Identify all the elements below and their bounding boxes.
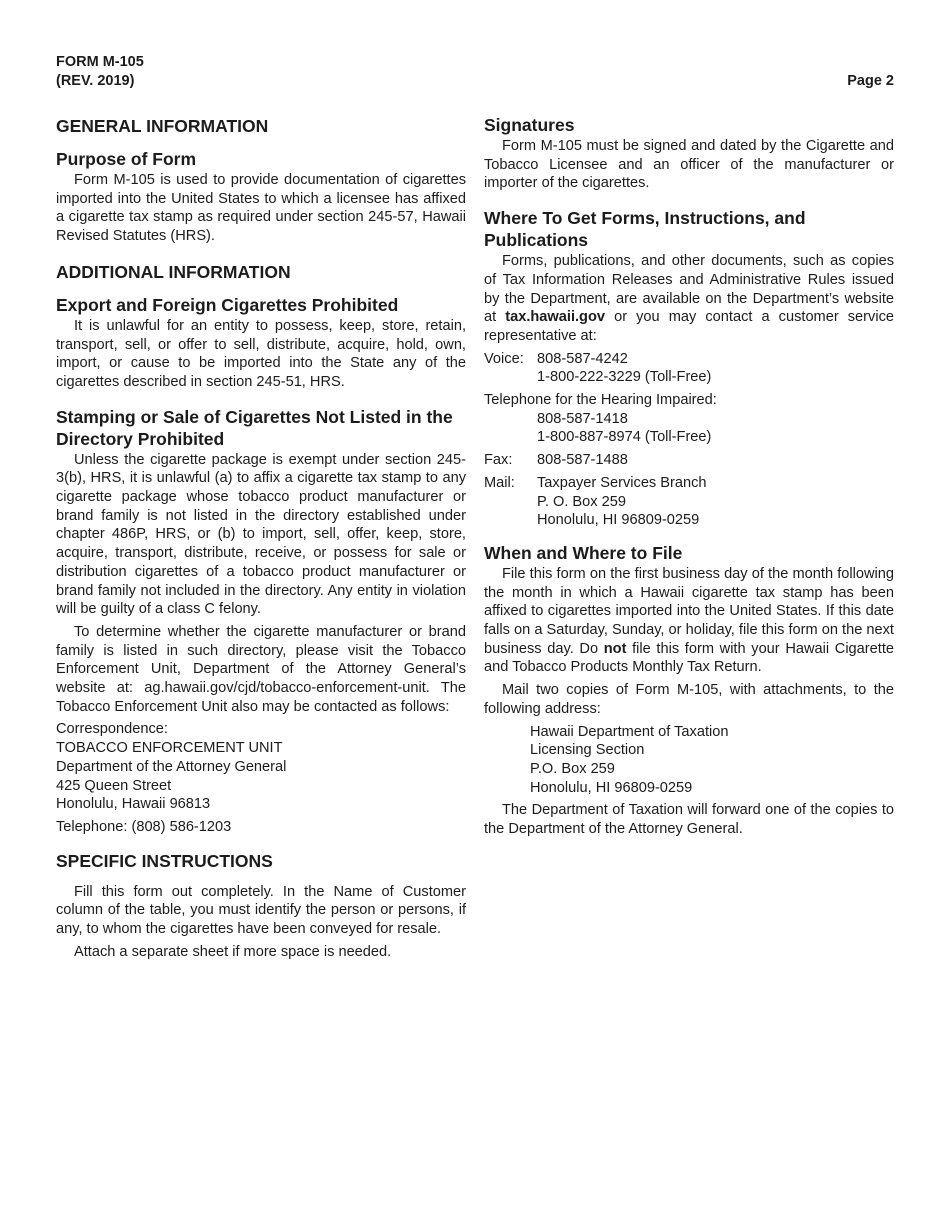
general-information-heading: GENERAL INFORMATION — [56, 116, 269, 136]
export-text: It is unlawful for an entity to possess, keep, store, retain, transport, sell, or offer to sell, distribute, acquire, hold, own, import, or cause to be imported into the State any of the cigarettes described in section 245-51, HRS. — [56, 317, 466, 390]
when-where-text: File this form on the first business day of the month following the month in which a Hawaii cigarette tax stamp has been affixed to cigarettes imported into the United States. If this date falls on a Saturday, Sunday, or holiday, file this form on the next business day. Do not file this form with your Hawaii Cigarette and Tobacco Products Monthly Tax Return. — [484, 565, 894, 676]
mail-line: P. O. Box 259 — [537, 493, 626, 510]
when-where-heading: When and Where to File — [484, 542, 683, 563]
where-forms-text: Forms, publications, and other documents, such as copies of Tax Information Releases and Administrative Rules issued by the Department, are available on the Department’s website at tax.hawaii.gov or you may contact a customer service representative at: — [484, 253, 894, 344]
mail-label: Mail: — [484, 474, 515, 491]
correspondence-line: Honolulu, Hawaii 96813 — [56, 796, 211, 813]
page-number: Page 2 — [847, 73, 894, 89]
mail-line: Honolulu, HI 96809-0259 — [537, 512, 700, 529]
hearing-number: 808-587-1418 — [537, 410, 628, 427]
mail-line: Taxpayer Services Branch — [537, 474, 707, 491]
form-header — [56, 53, 144, 91]
website-link[interactable]: tax.hawaii.gov — [505, 309, 606, 326]
fax-number: 808-587-1488 — [537, 452, 628, 469]
correspondence-label: Correspondence: — [56, 721, 168, 738]
stamping-text-1: Unless the cigarette package is exempt under section 245-3(b), HRS, it is unlawful (a) to affix a cigarette tax stamp to any cigarette package whose tobacco product manufacturer or brand family is not listed in the directory established under chapter 486P, HRS, or (b) to import, sell, offer, keep, store, acquire, transport, distribute, receive, or possess for sale or distribution cigarettes of a tobacco product manufacturer or brand family not included in the directory. Any entity in violation will be guilty of a class C felony. — [56, 451, 466, 618]
voice-contact — [484, 350, 894, 369]
specific-text-2: Attach a separate sheet if more space is needed. — [74, 943, 392, 960]
purpose-heading: Purpose of Form — [56, 149, 197, 169]
mail-copies-text: Mail two copies of Form M-105, with attachments, to the following address: — [484, 682, 894, 717]
address-line: Licensing Section — [530, 742, 645, 759]
mail-contact — [484, 474, 894, 493]
export-heading: Export and Foreign Cigarettes Prohibited — [56, 294, 399, 315]
address-line: Honolulu, HI 96809-0259 — [530, 779, 693, 796]
fax-label: Fax: — [484, 452, 513, 469]
hearing-impaired-label: Telephone for the Hearing Impaired: — [484, 392, 717, 409]
stamping-text-2: To determine whether the cigarette manufacturer or brand family is listed in such directory, please visit the Tobacco Enforcement Unit, Department of the Attorney General’s website at: ag.hawaii.gov/cjd/tobacco-enforcement-unit. The Tobacco Enforcement Unit also may be contacted as follows: — [56, 623, 466, 715]
signatures-heading: Signatures — [484, 115, 575, 135]
correspondence-line: 425 Queen Street — [56, 777, 172, 794]
specific-instructions-heading: SPECIFIC INSTRUCTIONS — [56, 850, 273, 871]
form-revision: (REV. 2019) — [56, 73, 135, 89]
address-line: Hawaii Department of Taxation — [530, 723, 729, 740]
voice-number: 808-587-4242 — [537, 350, 628, 367]
signatures-text: Form M-105 must be signed and dated by the Cigarette and Tobacco Licensee and an officer of the manufacturer or importer of the cigarettes. — [484, 138, 894, 192]
stamping-heading: Stamping or Sale of Cigarettes Not Listed in the Directory Prohibited — [56, 406, 453, 449]
where-forms-heading: Where To Get Forms, Instructions, and Publications — [484, 208, 806, 251]
forward-text: The Department of Taxation will forward one of the copies to the Department of the Attorney General. — [484, 802, 894, 838]
address-line: P.O. Box 259 — [530, 760, 615, 777]
hearing-tollfree: 1-800-887-8974 (Toll-Free) — [537, 429, 712, 446]
correspondence-line: Department of the Attorney General — [56, 758, 287, 775]
voice-tollfree: 1-800-222-3229 (Toll-Free) — [537, 369, 712, 386]
fax-contact — [484, 451, 894, 470]
additional-information-heading: ADDITIONAL INFORMATION — [56, 261, 291, 282]
correspondence-line: TOBACCO ENFORCEMENT UNIT — [56, 740, 283, 757]
voice-label: Voice: — [484, 350, 524, 367]
left-column — [56, 114, 466, 962]
specific-text-1: Fill this form out completely. In the Name of Customer column of the table, you must identify the person or persons, if any, to whom the cigarettes have been conveyed for resale. — [56, 883, 466, 938]
purpose-text: Form M-105 is used to provide documentation of cigarettes imported into the United States to which a licensee has affixed a cigarette tax stamp as required under section 245-57, Hawaii Revised Statutes (HRS). — [56, 172, 466, 245]
right-column — [484, 114, 894, 839]
telephone: Telephone: (808) 586-1203 — [56, 818, 232, 835]
form-number: FORM M-105 — [56, 54, 144, 70]
